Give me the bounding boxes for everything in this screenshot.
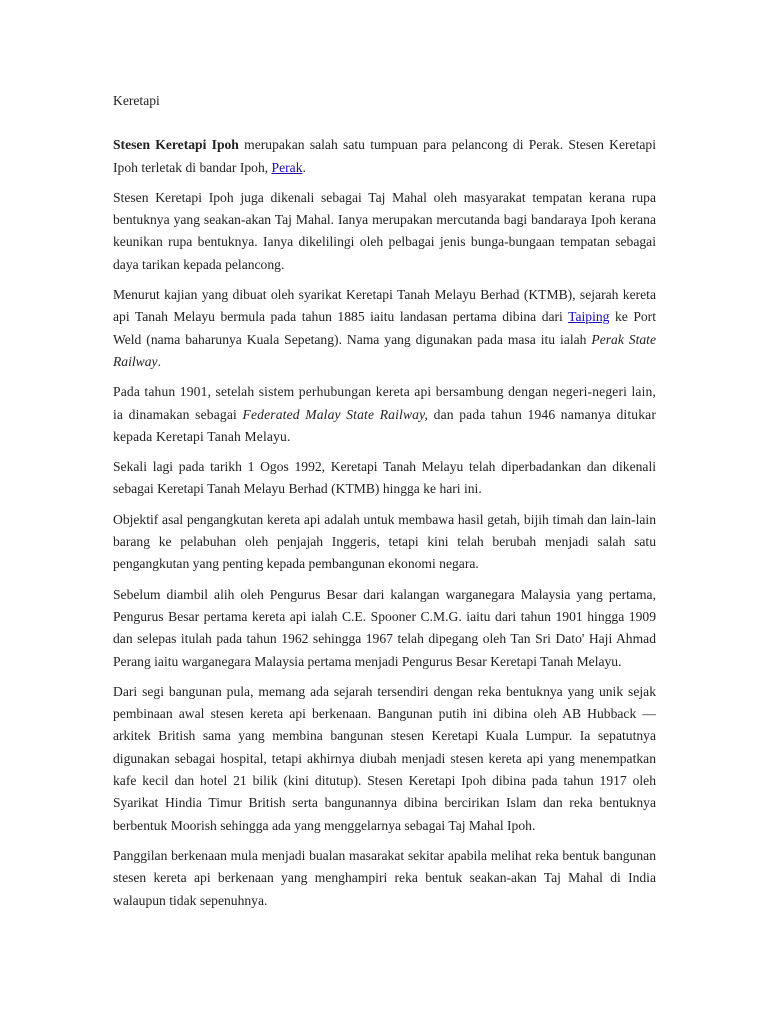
- paragraph-6: Objektif asal pengangkutan kereta api adalah untuk membawa hasil getah, bijih timah dan lain-lain barang ke pelabuhan oleh penjajah Inggeris, tetapi kini telah berubah menjadi salah satu pengangkutan yang penting kepada pembangunan ekonomi negara.: [113, 511, 656, 572]
- paragraph-2: Stesen Keretapi Ipoh juga dikenali sebagai Taj Mahal oleh masyarakat tempatan kerana rupa bentuknya yang seakan-akan Taj Mahal. Ianya merupakan mercutanda bagi bandaraya Ipoh kerana keunikan rupa bentuknya. Ianya dikelilingi oleh pelbagai jenis bunga-bungaan tempatan sebagai daya tarikan kepada pelancong.: [113, 189, 656, 272]
- paragraph-1: [113, 134, 656, 179]
- paragraph-3: [113, 284, 656, 373]
- italic-railway-name: Perak State Railway: [113, 331, 656, 369]
- bold-subject: Stesen Keretapi Ipoh: [113, 137, 239, 153]
- paragraph-3-text-c: .: [157, 353, 161, 369]
- link-taiping[interactable]: Taiping: [568, 309, 610, 325]
- paragraph-1-text-b: .: [302, 159, 306, 175]
- link-perak[interactable]: Perak: [271, 159, 303, 175]
- paragraph-4-text-b: dan pada tahun 1946 namanya ditukar kepada Keretapi Tanah Melayu.: [113, 406, 657, 444]
- document-page: [113, 90, 656, 920]
- paragraph-1-text-a: merupakan salah satu tumpuan para pelancong di Perak. Stesen Keretapi Ipoh terletak di bandar Ipoh,: [113, 137, 656, 175]
- italic-fms-railway: Federated Malay State Railway,: [242, 406, 429, 422]
- paragraph-7: Sebelum diambil alih oleh Pengurus Besar dari kalangan warganegara Malaysia yang pertama, Pengurus Besar pertama kereta api ialah C.E. Spooner C.M.G. iaitu dari tahun 1901 hingga 1909 dan selepas itulah pada tahun 1962 sehingga 1967 telah dipegang oleh Tan Sri Dato' Haji Ahmad Perang iaitu warganegara Malaysia pertama menjadi Pengurus Besar Keretapi Tanah Melayu.: [113, 586, 656, 669]
- paragraph-8: Dari segi bangunan pula, memang ada sejarah tersendiri dengan reka bentuknya yang unik sejak pembinaan awal stesen kereta api berkenaan. Bangunan putih ini dibina oleh AB Hubback — arkitek British sama yang membina bangunan stesen Keretapi Kuala Lumpur. Ia sepatutnya digunakan sebagai hospital, tetapi akhirnya diubah menjadi stesen kereta api yang menempatkan kafe kecil dan hotel 21 bilik (kini ditutup). Stesen Keretapi Ipoh dibina pada tahun 1917 oleh Syarikat Hindia Timur British serta bangunannya dibina bercirikan Islam dan reka bentuknya berbentuk Moorish sehingga ada yang menggelarnya sebagai Taj Mahal Ipoh.: [113, 683, 656, 833]
- paragraph-3-text-b: ke Port Weld (nama baharunya Kuala Sepetang). Nama yang digunakan pada masa itu ialah: [113, 309, 656, 347]
- paragraph-4: [113, 381, 656, 448]
- paragraph-3-text-a: Menurut kajian yang dibuat oleh syarikat Keretapi Tanah Melayu Berhad (KTMB), sejarah kereta api Tanah Melayu bermula pada tahun 1885 iaitu landasan pertama dibina dari: [113, 287, 656, 325]
- paragraph-5: Sekali lagi pada tarikh 1 Ogos 1992, Keretapi Tanah Melayu telah diperbadankan dan dikenali sebagai Keretapi Tanah Melayu Berhad (KTMB) hingga ke hari ini.: [113, 459, 656, 497]
- document-title: Keretapi: [113, 93, 160, 108]
- paragraph-9: Panggilan berkenaan mula menjadi bualan masarakat sekitar apabila melihat reka bentuk bangunan stesen kereta api berkenaan yang menghampiri reka bentuk seakan-akan Taj Mahal di India walaupun tidak sepenuhnya.: [113, 847, 656, 908]
- paragraph-4-text-a: Pada tahun 1901, setelah sistem perhubungan kereta api bersambung dengan negeri-negeri lain, ia dinamakan sebagai: [113, 384, 656, 422]
